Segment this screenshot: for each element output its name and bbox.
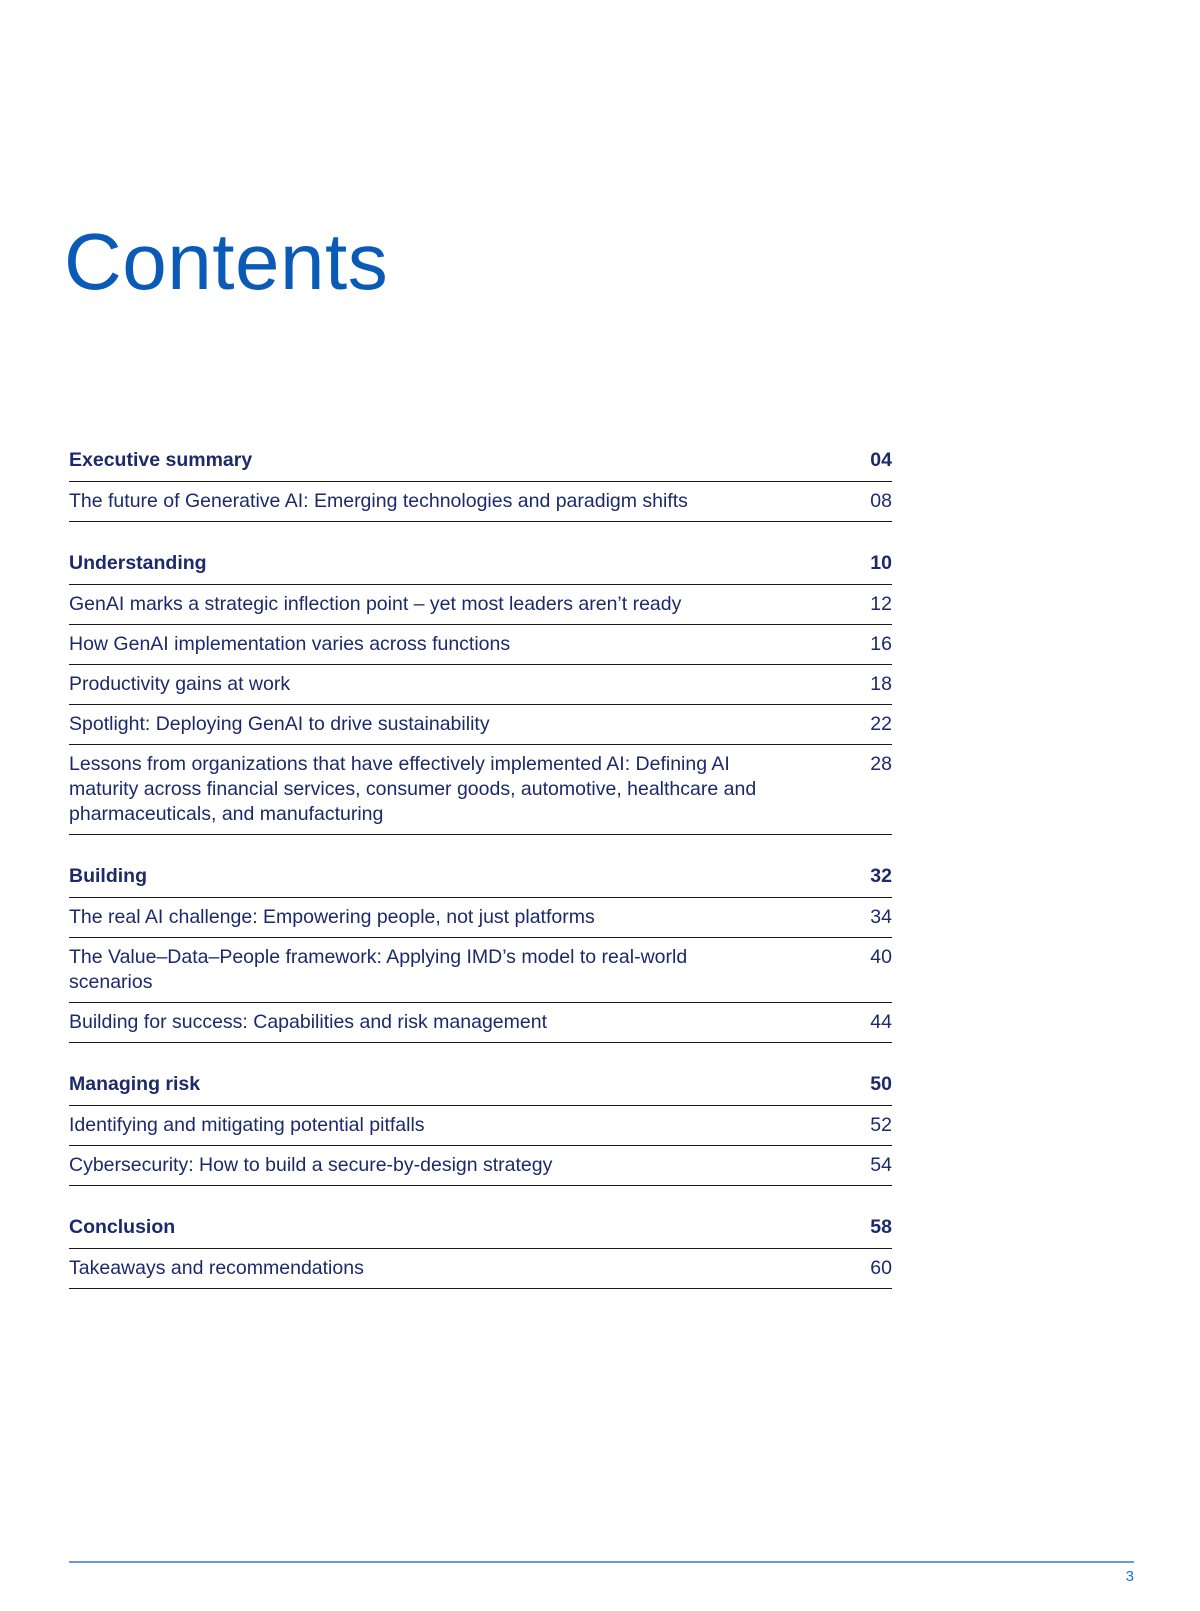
toc-section-page: 58 xyxy=(870,1216,892,1238)
toc-section-page: 04 xyxy=(870,449,892,471)
toc-entry-title: Productivity gains at work xyxy=(69,673,291,695)
toc-entry-page: 34 xyxy=(870,906,892,928)
toc-entry-title: GenAI marks a strategic inflection point – yet most leaders aren’t ready xyxy=(69,593,682,615)
toc-entry-page: 40 xyxy=(870,946,892,968)
toc-entry-title: The Value–Data–People framework: Applying IMD’s model to real-world scenarios xyxy=(69,946,688,993)
toc-section-heading: Executive summary xyxy=(69,449,253,471)
toc-entry[interactable] xyxy=(69,1146,892,1186)
toc-entry-page: 52 xyxy=(870,1114,892,1136)
page-number: 3 xyxy=(1125,1568,1134,1585)
toc-entry-page: 12 xyxy=(870,593,892,615)
toc-section-conclusion xyxy=(69,1215,892,1289)
toc-entry[interactable] xyxy=(69,482,892,522)
toc-entry-title: Cybersecurity: How to build a secure-by-design strategy xyxy=(69,1154,553,1176)
footer-divider xyxy=(69,1561,1134,1563)
toc-entry-page: 44 xyxy=(870,1011,892,1033)
page-title: Contents xyxy=(64,217,389,306)
toc-entry-title: Takeaways and recommendations xyxy=(69,1257,364,1279)
toc-section-executive-summary xyxy=(69,448,892,522)
toc-entry-title: The future of Generative AI: Emerging technologies and paradigm shifts xyxy=(69,490,688,512)
toc-section-page: 10 xyxy=(870,552,892,574)
table-of-contents xyxy=(69,448,892,1289)
toc-entry[interactable] xyxy=(69,665,892,705)
toc-entry-page: 18 xyxy=(870,673,892,695)
toc-section-page: 32 xyxy=(870,865,892,887)
toc-entry[interactable] xyxy=(69,938,892,1003)
toc-entry-title: Spotlight: Deploying GenAI to drive sustainability xyxy=(69,713,490,735)
toc-entry[interactable] xyxy=(69,625,892,665)
toc-entry-title: The real AI challenge: Empowering people, not just platforms xyxy=(69,906,595,928)
toc-entry[interactable] xyxy=(69,898,892,938)
toc-section-building xyxy=(69,864,892,1043)
toc-entry[interactable] xyxy=(69,585,892,625)
toc-entry-page: 60 xyxy=(870,1257,892,1279)
toc-entry-page: 28 xyxy=(870,753,892,775)
toc-section-heading: Understanding xyxy=(69,552,207,574)
toc-entry-page: 22 xyxy=(870,713,892,735)
toc-section-heading-row[interactable] xyxy=(69,1215,892,1249)
toc-section-page: 50 xyxy=(870,1073,892,1095)
toc-entry-page: 08 xyxy=(870,490,892,512)
toc-section-understanding xyxy=(69,551,892,835)
toc-section-heading-row[interactable] xyxy=(69,1072,892,1106)
toc-entry-page: 54 xyxy=(870,1154,892,1176)
toc-section-managing-risk xyxy=(69,1072,892,1186)
toc-entry[interactable] xyxy=(69,705,892,745)
toc-entry-title: Building for success: Capabilities and risk management xyxy=(69,1011,547,1033)
toc-entry-title: How GenAI implementation varies across functions xyxy=(69,633,511,655)
toc-entry[interactable] xyxy=(69,1003,892,1043)
toc-section-heading: Managing risk xyxy=(69,1073,201,1095)
toc-entry[interactable] xyxy=(69,1106,892,1146)
toc-section-heading-row[interactable] xyxy=(69,551,892,585)
toc-entry[interactable] xyxy=(69,745,892,835)
toc-entry[interactable] xyxy=(69,1249,892,1289)
toc-section-heading-row[interactable] xyxy=(69,448,892,482)
toc-section-heading: Building xyxy=(69,865,147,887)
toc-section-heading: Conclusion xyxy=(69,1216,176,1238)
toc-entry-title: Lessons from organizations that have effectively implemented AI: Defining AI maturity across financial services, consumer goods, automotive, healthcare and pharmaceuticals, and manufacturing xyxy=(69,753,757,825)
toc-entry-title: Identifying and mitigating potential pitfalls xyxy=(69,1114,425,1136)
toc-entry-page: 16 xyxy=(870,633,892,655)
toc-section-heading-row[interactable] xyxy=(69,864,892,898)
